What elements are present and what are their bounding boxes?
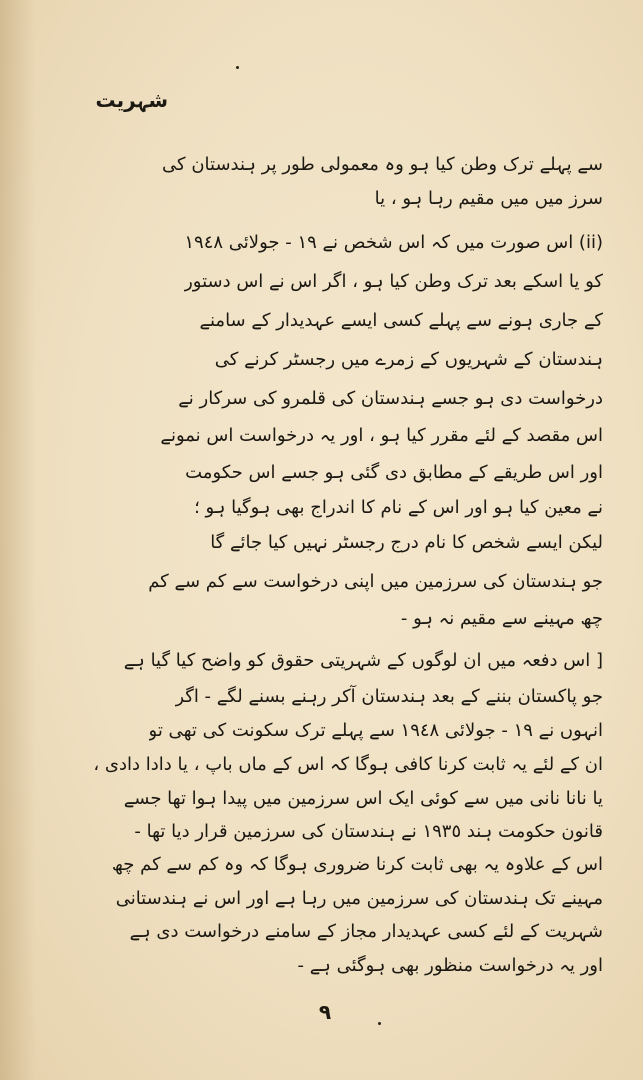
text-line: مہینے تک ہندستان کی سرزمین میں رہا ہے اور اس نے ہندستانی: [115, 888, 603, 909]
text-line: ہندستان کے شہریوں کے زمرے میں رجسٹر کرنے کی: [214, 349, 603, 370]
text-line: جو ہندستان کی سرزمین میں اپنی درخواست سے کم سے کم: [148, 571, 603, 592]
text-line: چھ مہینے سے مقیم نہ ہو -: [400, 608, 603, 629]
text-line: انہوں نے ١٩ - جولائی ١٩٤٨ سے پہلے ترک سکونت کی تھی تو: [148, 720, 603, 741]
text-line: اور یہ درخواست منظور بھی ہوگئی ہے -: [297, 955, 603, 976]
page-header: شہریت: [95, 88, 168, 112]
text-line: قانون حکومت ہند ١٩٣٥ نے ہندستان کی سرزمین قرار دیا تھا -: [134, 821, 603, 842]
text-line: شہریت کے لئے کسی عہدیدار مجاز کے سامنے درخواست دی ہے: [129, 921, 603, 942]
text-line: ان کے لئے یہ ثابت کرنا کافی ہوگا کہ اس کے ماں باپ ، یا دادا دادی ،: [93, 754, 603, 775]
text-line: [ اس دفعہ میں ان لوگوں کے شہریتی حقوق کو واضح کیا گیا ہے: [123, 650, 603, 671]
text-line: سے پہلے ترک وطن کیا ہو وہ معمولی طور پر ہندستان کی: [162, 154, 603, 175]
text-line: اس کے علاوہ یہ بھی ثابت کرنا ضروری ہوگا کہ وہ کم سے کم چھ: [111, 854, 603, 875]
text-line: کو یا اسکے بعد ترک وطن کیا ہو ، اگر اس نے اس دستور: [184, 271, 603, 292]
text-line: (ii) اس صورت میں کہ اس شخص نے ١٩ - جولائی ١٩٤٨: [184, 232, 603, 253]
text-line: سرز میں میں مقیم رہا ہو ، یا: [374, 188, 603, 209]
text-line: لیکن ایسے شخص کا نام درج رجسٹر نہیں کیا جائے گا: [210, 532, 603, 553]
text-line: اور اس طریقے کے مطابق دی گئی ہو جسے اس حکومت: [185, 462, 603, 483]
text-line: اس مقصد کے لئے مقرر کیا ہو ، اور یہ درخواست اس نمونے: [160, 425, 603, 446]
text-line: نے معین کیا ہو اور اس کے نام کا اندراج بھی ہوگیا ہو ؛: [194, 497, 603, 518]
text-line: جو پاکستان بننے کے بعد ہندستان آکر رہنے بسنے لگے - اگر: [175, 686, 603, 707]
text-line: درخواست دی ہو جسے ہندستان کی قلمرو کی سرکار نے: [178, 388, 603, 409]
paper-speck: [236, 66, 239, 69]
text-line: کے جاری ہونے سے پہلے کسی ایسے عہدیدار کے سامنے: [199, 310, 603, 331]
text-line: یا نانا نانی میں سے کوئی ایک اس سرزمین میں پیدا ہوا تھا جسے: [123, 788, 603, 809]
paper-speck: [378, 1022, 381, 1025]
page-edge-shadow: [0, 0, 36, 1080]
page-number: ۹: [318, 1000, 332, 1024]
